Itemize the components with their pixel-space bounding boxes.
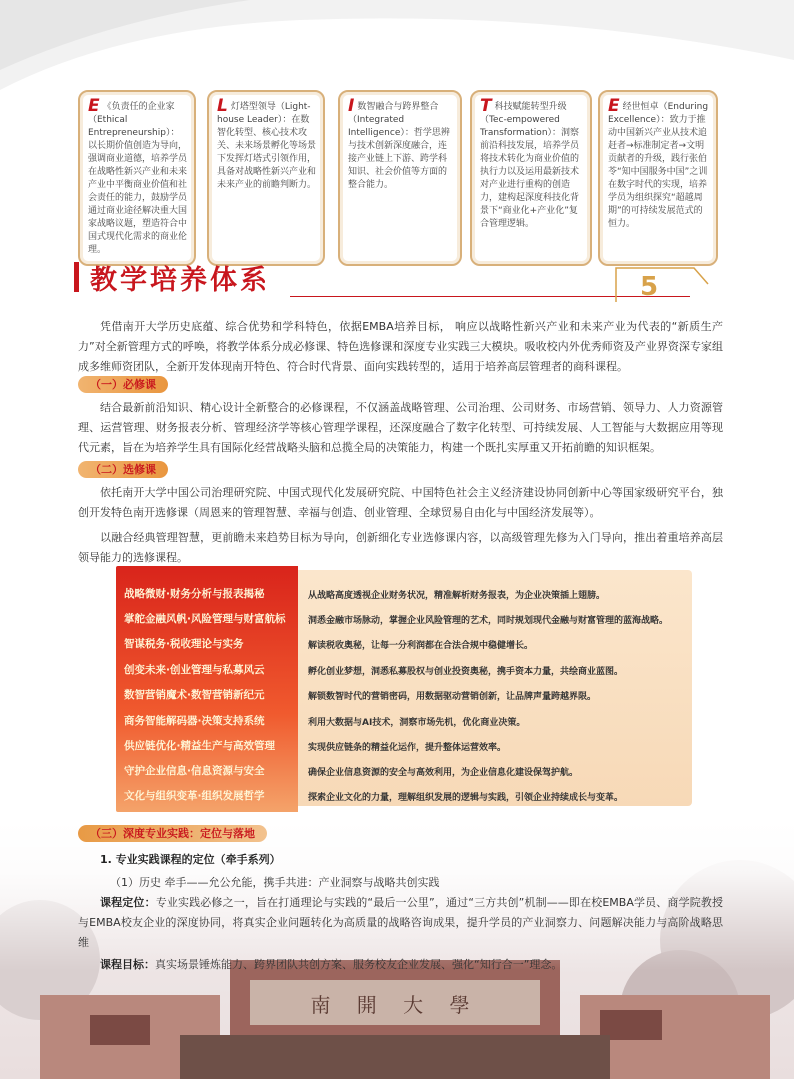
course-description: 利用大数据与AI技术，洞察市场先机，优化商业决策。 (308, 718, 526, 728)
card-text: 科技赋能转型升级（Tec-empowered Transformation）：洞察前沿科技发展，培养学员将技术转化为商业价值的执行力以及运用最新技术对产业进行重构的创造力，建构起深度科技化背景下“商业化+产业化”复合管理逻辑。 (480, 102, 580, 229)
page-number: 5 (640, 272, 659, 302)
elective-courses-text-2: 以融合经典管理智慧，更前瞻未来趋势目标为导向，创新细化专业选修课内容，以高级管理先修为入门导向，推出着重培养高层领导能力的选修课程。 (78, 531, 723, 564)
course-goal-paragraph (78, 955, 723, 975)
course-name: 掌舵金融风帆·风险管理与财富航标 (124, 613, 286, 625)
card-text: 数智融合与跨界整合（Integrated Intelligence）：哲学思辨与技术创新深度融合，连接产业链上下游、跨学科知识、社会价值等方面的整合能力。 (348, 102, 450, 190)
card-text: 《负责任的企业家（Ethical Entrepreneurship）：以长期价值创造为导向，强调商业道德，培养学员在战略性新兴产业和未来产业中平衡商业价值和社会责任的能力，鼓励学员通过商业途径解决重大国家战略议题，塑造符合中国式现代化需求的商业伦理。 (88, 102, 188, 255)
course-name: 商务智能解码器·决策支持系统 (124, 715, 265, 727)
course-description: 探索企业文化的力量，理解组织发展的逻辑与实践，引领企业持续成长与变革。 (308, 793, 624, 803)
course-name: 数智营销魔术·数智营销新纪元 (124, 689, 265, 701)
card-letter: I (348, 96, 355, 116)
practice-positioning-heading: 1. 专业实践课程的定位（牵手系列） (100, 853, 281, 866)
course-name: 守护企业信息·信息资源与安全 (124, 765, 265, 777)
card-text: 经世恒卓（Enduring Excellence）：致力于推动中国新兴产业从技术追赶者→标准制定者→文明贡献者的升级，践行张伯苓“知中国服务中国”之训在数字时代的实现，培养学员为组织探究“超越周期”的可持续发展范式的恒力。 (608, 102, 709, 229)
card-text: 灯塔型领导（Light-house Leader）：在数智化转型、核心技术攻关、未来场景孵化等场景下发挥灯塔式引领作用，具备对战略性新兴产业和未来产业的前瞻判断力。 (217, 102, 317, 190)
course-positioning-paragraph (78, 893, 723, 953)
section-title-bar (74, 262, 79, 292)
course-goal-text: 真实场景锤炼能力、跨界团队共创方案、服务校友企业发展、强化“知行合一”理念。 (155, 958, 563, 971)
card-letter: L (217, 96, 228, 116)
course-description: 解锁数智时代的营销密码，用数据驱动营销创新，让品牌声量跨越界限。 (308, 692, 597, 702)
card-enduring-excellence (598, 90, 718, 266)
card-integrated-intelligence (338, 90, 462, 266)
card-ethical-entrepreneurship (78, 90, 196, 266)
course-name: 创变未来·创业管理与私募风云 (124, 664, 265, 676)
value-cards (0, 90, 794, 270)
course-description: 从战略高度透视企业财务状况，精准解析财务报表，为企业决策插上翅膀。 (308, 591, 606, 601)
elective-courses-text-1: 依托南开大学中国公司治理研究院、中国式现代化发展研究院、中国特色社会主义经济建设协同创新中心等国家级研究平台，独创开发特色南开选修课（周恩来的管理智慧、幸福与创造、创业管理、全球贸易自由化与中国经济发展等）。 (78, 486, 723, 519)
course-positioning-text: 专业实践必修之一，旨在打通理论与实践的“最后一公里”，通过“三方共创”机制——即在校EMBA学员、商学院教授与EMBA校友企业的深度协同，将真实企业问题转化为高质量的战略咨询成果，提升学员的产业洞察力、问题解决能力与高阶战略思维 (78, 896, 723, 949)
course-name: 供应链优化·精益生产与高效管理 (124, 740, 275, 752)
card-letter: T (480, 96, 492, 116)
intro-paragraph: 凭借南开大学历史底蕴、综合优势和学科特色，依据EMBA培养目标， 响应以战略性新兴产业和未来产业为代表的“新质生产力”对全新管理方式的呼唤，将教学体系分成必修课、特色选修课和深度专业实践三大模块。吸收校内外优秀师资及产业界资深专家组成多维师资团队，全新开发体现南开特色、符合时代背景、面向实践转型的，适用于培养高层管理者的商科课程。 (78, 320, 723, 373)
elective-course-table (116, 566, 690, 812)
section-title: 教学培养体系 (90, 265, 270, 296)
page-number-frame (614, 266, 710, 304)
practice-series-item: （1）历史 牵手——允公允能，携手共进：产业洞察与战略共创实践 (110, 876, 440, 889)
course-description: 孵化创业梦想，洞悉私募股权与创业投资奥秘，携手资本力量，共绘商业蓝图。 (308, 667, 624, 677)
card-letter: E (88, 96, 100, 116)
course-description: 解读税收奥秘，让每一分利润都在合法合规中稳健增长。 (308, 641, 534, 651)
practice-label: （三）深度专业实践：定位与落地 (78, 825, 267, 842)
elective-courses-label: （二）选修课 (78, 461, 168, 478)
course-name: 智谋税务·税收理论与实务 (124, 638, 244, 650)
course-name: 战略微财·财务分析与报表揭秘 (124, 588, 265, 600)
gate-inscription: 南 開 大 學 (310, 993, 480, 1017)
card-lighthouse-leader (207, 90, 325, 266)
course-description: 洞悉金融市场脉动，掌握企业风险管理的艺术，同时规划现代金融与财富管理的蓝海战略。 (308, 616, 669, 626)
course-name: 文化与组织变革·组织发展哲学 (124, 790, 265, 802)
card-tec-empowered-transformation (470, 90, 592, 266)
required-courses-label: （一）必修课 (78, 376, 168, 393)
course-description: 实现供应链条的精益化运作，提升整体运营效率。 (308, 743, 507, 753)
card-letter: E (608, 96, 620, 116)
required-courses-text: 结合最新前沿知识、精心设计全新整合的必修课程，不仅涵盖战略管理、公司治理、公司财务、市场营销、领导力、人力资源管理、运营管理、财务报表分析、管理经济学等核心管理学课程，还深度融合了数字化转型、可持续发展、人工智能与大数据应用等现代元素，旨在为培养学生具有国际化经营战略头脑和总揽全局的决策能力，构建一个既扎实厚重又开拓前瞻的知识框架。 (78, 401, 723, 454)
course-description: 确保企业信息资源的安全与高效利用，为企业信息化建设保驾护航。 (308, 768, 579, 778)
course-positioning-label: 课程定位： (100, 896, 156, 909)
course-goal-label: 课程目标： (100, 958, 155, 971)
